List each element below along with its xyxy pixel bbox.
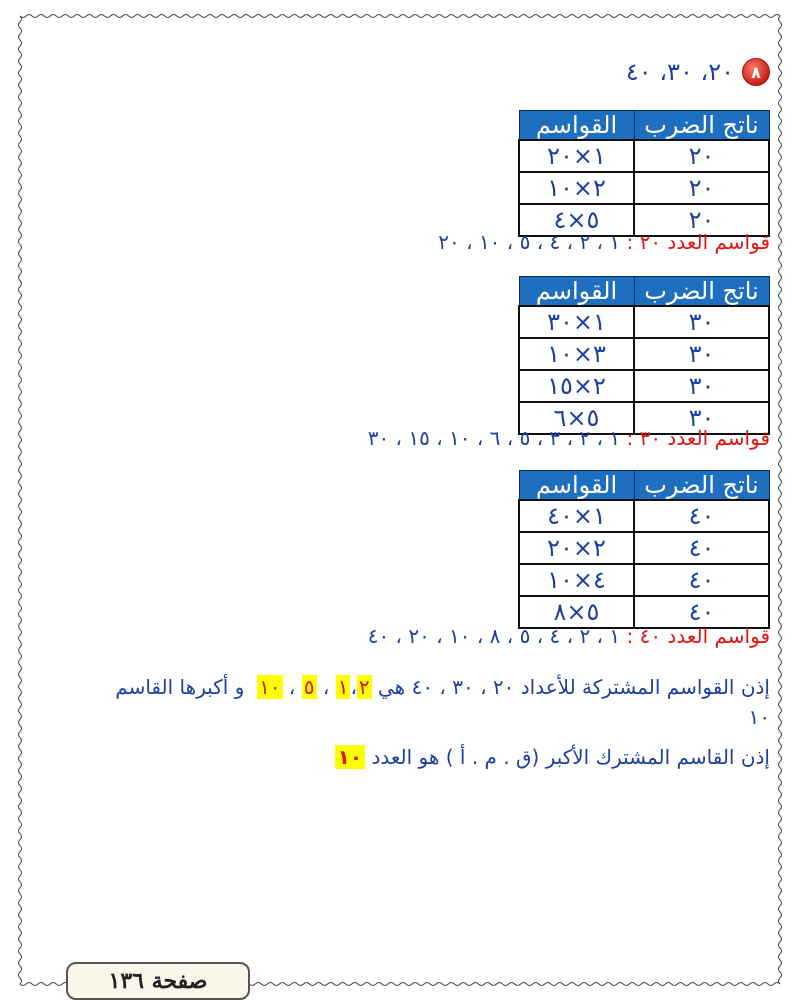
cell-product: ٣٠ bbox=[634, 402, 769, 434]
cell-product: ٣٠ bbox=[634, 306, 769, 338]
cell-factors: ٢×١٠ bbox=[519, 172, 634, 204]
header-factors: القواسم bbox=[519, 111, 634, 141]
common-divisor: ١٠ bbox=[259, 675, 281, 699]
factor-table-40 bbox=[518, 470, 770, 629]
header-product: ناتج الضرب bbox=[634, 111, 769, 141]
divisors-40-line bbox=[368, 624, 770, 648]
table-row bbox=[519, 172, 769, 204]
question-header bbox=[626, 58, 770, 86]
cell-factors: ٢×١٥ bbox=[519, 370, 634, 402]
gcd-value: ١٠ bbox=[335, 745, 365, 769]
gcd-paragraph bbox=[30, 742, 770, 772]
common-divisor: ١ bbox=[337, 675, 349, 699]
divisors-30-line bbox=[368, 426, 770, 450]
divisors-label: قواسم العدد ٣٠ : bbox=[626, 426, 770, 450]
table-row bbox=[519, 564, 769, 596]
cell-factors: ٣×١٠ bbox=[519, 338, 634, 370]
header-factors: القواسم bbox=[519, 277, 634, 307]
question-text: ٢٠، ٣٠، ٤٠ bbox=[625, 58, 734, 86]
cell-factors: ٥×٤ bbox=[519, 204, 634, 236]
common-divisor: ٢ bbox=[358, 675, 370, 699]
divisors-values: ١ ، ٢ ، ٤ ، ٥ ، ٨ ، ١٠ ، ٢٠ ، ٤٠ bbox=[367, 624, 621, 648]
cell-factors: ١×٣٠ bbox=[519, 306, 634, 338]
divisors-label: قواسم العدد ٢٠ : bbox=[626, 230, 770, 254]
cell-product: ٤٠ bbox=[634, 500, 769, 532]
header-factors: القواسم bbox=[519, 471, 634, 501]
border-wave bbox=[19, 16, 22, 984]
cell-product: ٢٠ bbox=[634, 204, 769, 236]
cell-factors: ٥×٨ bbox=[519, 596, 634, 628]
cell-product: ٤٠ bbox=[634, 596, 769, 628]
factor-table-30 bbox=[518, 276, 770, 435]
border-wave bbox=[779, 16, 782, 984]
divisors-label: قواسم العدد ٤٠ : bbox=[626, 624, 770, 648]
cell-factors: ١×٢٠ bbox=[519, 140, 634, 172]
divisors-values: ١ ، ٢ ، ٣ ، ٥ ، ٦ ، ١٠ ، ١٥ ، ٣٠ bbox=[367, 426, 621, 450]
header-product: ناتج الضرب bbox=[634, 471, 769, 501]
table-row bbox=[519, 140, 769, 172]
table-row bbox=[519, 370, 769, 402]
common-divisors-paragraph bbox=[30, 672, 770, 732]
border-wave bbox=[20, 15, 780, 18]
common-divisors-suffix: و أكبرها القاسم bbox=[115, 675, 245, 699]
cell-factors: ١×٤٠ bbox=[519, 500, 634, 532]
separator: ، bbox=[288, 675, 296, 699]
cell-factors: ٤×١٠ bbox=[519, 564, 634, 596]
header-product: ناتج الضرب bbox=[634, 277, 769, 307]
divisors-values: ١ ، ٢ ، ٤ ، ٥ ، ١٠ ، ٢٠ bbox=[438, 230, 621, 254]
page-number-label: صفحة ١٣٦ bbox=[66, 962, 250, 1000]
table-row bbox=[519, 532, 769, 564]
cell-factors: ٢×٢٠ bbox=[519, 532, 634, 564]
table-row bbox=[519, 338, 769, 370]
table-row bbox=[519, 306, 769, 338]
cell-product: ٤٠ bbox=[634, 564, 769, 596]
cell-product: ٣٠ bbox=[634, 370, 769, 402]
cell-factors: ٥×٦ bbox=[519, 402, 634, 434]
factor-table-20 bbox=[518, 110, 770, 237]
cell-product: ٢٠ bbox=[634, 172, 769, 204]
largest-divisor-value: ١٠ bbox=[748, 705, 770, 729]
cell-product: ٣٠ bbox=[634, 338, 769, 370]
cell-product: ٢٠ bbox=[634, 140, 769, 172]
separator: ، bbox=[350, 675, 357, 699]
table-row bbox=[519, 500, 769, 532]
common-divisor: ٥ bbox=[303, 675, 315, 699]
cell-product: ٤٠ bbox=[634, 532, 769, 564]
divisors-20-line bbox=[438, 230, 770, 254]
question-number-badge: ٨ bbox=[742, 58, 770, 86]
separator: ، bbox=[322, 675, 330, 699]
gcd-text: إذن القاسم المشترك الأكبر (ق . م . أ ) هو العدد bbox=[371, 745, 770, 769]
common-divisors-prefix: إذن القواسم المشتركة للأعداد ٢٠ ، ٣٠ ، ٤٠ هي bbox=[378, 675, 770, 699]
